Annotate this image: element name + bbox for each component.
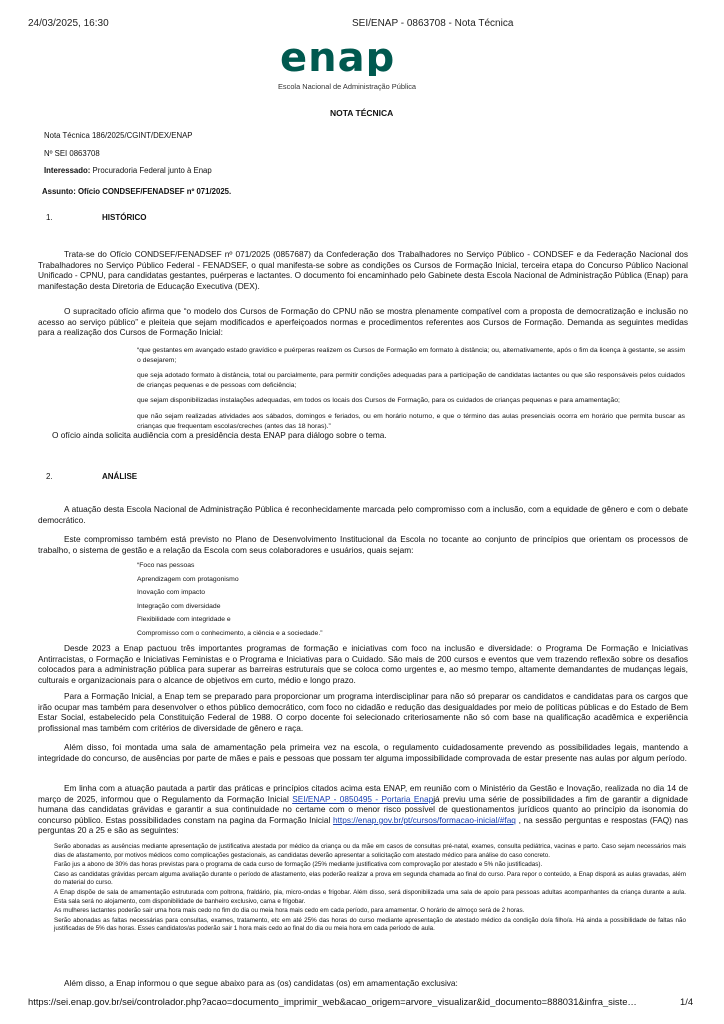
- analise-paragraph-3: Desde 2023 a Enap pactuou três importantes programas de formação e iniciativas com foco na inclusão e diversidade: o Programa De Formação e Iniciativas Antirracistas, o Formação e Iniciativas Feministas e o Programa e Iniciativas para o Cuidado. São mais de 200 cursos e eventos que vem trazendo reflexão sobre os desafios colocados para a administração pública para superar as barreiras estruturais que se coloca como urgentes e, ao mesmo tempo, altamente demandantes de mudanças legais, culturais e organizacionais para o alcance de objetivos em curto, médio e longo prazo.: [38, 643, 688, 685]
- quote-item: que sejam disponibilizadas instalações adequadas, em todos os locais dos Cursos de Formação, para os cuidados de crianças pequenas e para amamentação;: [137, 397, 620, 405]
- historico-p2-block: [38, 306, 688, 338]
- document-title: NOTA TÉCNICA: [330, 108, 394, 118]
- assunto-label: Assunto:: [42, 187, 76, 196]
- enap-logo-wordmark: enap: [280, 40, 396, 76]
- analise-p5-block: [38, 742, 688, 763]
- historico-paragraph-1: Trata-se do Ofício CONDSEF/FENADSEF nº 071/2025 (0857687) da Confederação dos Trabalhadores no Serviço Público - CONDSEF e da Federação Nacional dos Trabalhadores no Serviço Público Federal - FENADSEF, o qual manifesta-se sobre as condições os Cursos de Formação Inicial, terceira etapa do Concurso Público Nacional Unificado - CPNU, para candidatas gestantes, puérperas e lactantes. O documento foi encaminhado pelo Gabinete desta Escola Nacional de Administração Pública (Enap) para manifestação desta Diretoria de Educação Executiva (DEX).: [38, 249, 688, 291]
- p6-text-b: já previu uma série de possibilidades a fim de garantir a dignidade humana das candidatas grávidas e garantir a sua continuidade no certame com o menor risco possível de questionamentos jurídicos quanto ao princípio da isonomia do concurso público. Estas possibilidades constam na pagina da Formação Inicial: [38, 793, 688, 825]
- analise-p7-block: [38, 978, 688, 989]
- historico-paragraph-3: O ofício ainda solicita audiência com a presidência desta ENAP para diálogo sobre o tema.: [52, 430, 387, 440]
- assunto-value: Ofício CONDSEF/FENADSEF nº 071/2025.: [75, 187, 232, 196]
- principio-item: Inovação com impacto: [137, 589, 206, 596]
- interessado-value: Procuradoria Federal junto à Enap: [90, 166, 212, 175]
- principio-item: Aprendizagem com protagonismo: [137, 575, 239, 583]
- section-2-title: ANÁLISE: [102, 472, 138, 481]
- quote-item: que não sejam realizadas atividades aos sábados, domingos e feriados, ou em horário noturno, e que o término das aulas presenciais ocorra em horário que permita buscar as crianças que frequentam escolas/creches (antes das 18 horas).”: [137, 412, 685, 430]
- section-1-title: HISTÓRICO: [102, 213, 147, 222]
- analise-paragraph-4: Para a Formação Inicial, a Enap tem se preparado para proporcionar um programa interdisciplinar para não só preparar os candidatos e candidatas para os cargos que irão ocupar mas também para desenvolver o ethos público democrático, com foco no cidadão e redução das desigualdades por meio de políticas públicas e do Estado de Bem Estar Social, estabelecido pela Constituição Federal de 1988. O corpo docente foi selecionado criteriosamente não só com base na qualificação acadêmica e experiência profissional mas também com critérios de diversidade de gênero e raça.: [38, 691, 688, 733]
- analise-paragraph-1: A atuação desta Escola Nacional de Administração Pública é reconhecidamente marcada pelo compromisso com a inclusão, com a equidade de gênero e com o debate democrático.: [38, 504, 688, 525]
- sei-number: Nº SEI 0863708: [44, 149, 100, 158]
- quote-item: que seja adotado formato à distância, total ou parcialmente, para permitir condições adequadas para a participação de candidatas lactantes ou que são responsáveis pelos cuidados de crianças pequenas e de pessoas com deficiência;: [137, 372, 685, 389]
- faq-item: Serão abonadas as faltas necessárias para consultas, exames, tratamento, etc em até 25% das horas do curso mediante apresentação de atestado médico da condição do/a filho/a. Há ainda a possibilidade de faltas não justificadas de 5% das horas. Esses candidatos/as poderão sair 1 hora mais cedo ao final do dia ou meia hora em cada período de aula.: [54, 916, 686, 933]
- interessado-label: Interessado:: [44, 166, 91, 175]
- analise-paragraph-6: [38, 783, 688, 836]
- enap-logo: [278, 40, 448, 100]
- interessado-line: [44, 165, 212, 176]
- principio-item: Compromisso com o conhecimento, a ciência e a sociedade.”: [137, 629, 323, 637]
- quote-item: “que gestantes em avançado estado gravídico e puérperas realizem os Cursos de Formação em formato à distância; ou, alternativamente, após o fim da licença à gestante, se assim o desejarem;: [137, 347, 685, 364]
- print-doc-title: SEI/ENAP - 0863708 - Nota Técnica: [352, 18, 514, 29]
- faq-item: As mulheres lactantes poderão sair uma hora mais cedo no fim do dia ou meia hora mais cedo em cada período, para amamentar. O horário de almoço será de 2 horas.: [54, 907, 525, 915]
- principios-list: [137, 559, 323, 640]
- nota-number: Nota Técnica 186/2025/CGINT/DEX/ENAP: [44, 131, 193, 140]
- faq-item: Caso as candidatas grávidas percam alguma avaliação durante o período de afastamento, elas poderão realizar a prova em segunda chamada ao final do curso. Para repor o conteúdo, a Enap disporá as aulas gravadas, além do material do curso.: [54, 870, 686, 887]
- enap-logo-mark: [278, 40, 448, 76]
- analise-p6-block: [38, 783, 688, 836]
- print-footer-url: https://sei.enap.gov.br/sei/controlador.php?acao=documento_imprimir_web&acao_origem=arvore_visualizar&id_documento=888031&infra_siste…: [28, 996, 637, 1007]
- p6-text-c: , na sessão perguntas e respostas (FAQ) nas perguntas 20 a 25 e são as seguintes:: [38, 814, 688, 836]
- analise-p2-block: [38, 534, 688, 555]
- historico-quotes: [137, 346, 685, 431]
- enap-logo-subtitle: Escola Nacional de Administração Pública: [278, 82, 417, 91]
- analise-p4-block: [38, 691, 688, 733]
- analise-paragraph-5: Além disso, foi montada uma sala de amamentação pela primeira vez na escola, o regulamento cuidadosamente prevendo as possibilidades legais, mantendo a integridade do concurso, de ausências por parte de mães e pais e pessoas que possam ter alguma impossibilidade comprovada de estar presente nas aulas por algum período.: [38, 742, 688, 763]
- faq-item: Farão jus a abono de 30% das horas previstas para o programa de cada curso de formação (25% mediante justificativa com comprovação por atestado e 5% não justificadas).: [54, 861, 543, 869]
- formacao-inicial-faq-link[interactable]: https://enap.gov.br/pt/cursos/formacao-inicial/#faq: [332, 814, 516, 825]
- historico-p1-block: [38, 249, 688, 291]
- section-2-number: 2.: [46, 472, 53, 481]
- print-datetime: 24/03/2025, 16:30: [28, 18, 109, 29]
- analise-p3-block: [38, 643, 688, 685]
- section-1-number: 1.: [46, 213, 53, 222]
- principio-item: Integração com diversidade: [137, 602, 221, 610]
- historico-p3-block: [52, 430, 702, 441]
- faq-item: Serão abonadas as ausências mediante apresentação de justificativa atestada por médico da criança ou da mãe em casos de consultas pré-natal, exames, consulta pediátrica, vacinas e parto. Caso sejam necessários mais dias de afastamento, por motivos médicos como complicações gestacionais, as candidatas deverão apresentar a solicitação com atestado médico para análise do caso concreto.: [54, 843, 686, 859]
- p6-text-a: Em linha com a atuação pautada a partir das práticas e princípios citados acima esta ENAP, em reunião com o Ministério da Gestão e Inovação, realizada no dia 14 de março de 2025, informou que o Regulamento da Formação Inicial: [38, 783, 688, 804]
- principio-item: Flexibilidade com integridade e: [137, 616, 231, 623]
- print-footer-page: 1/4: [680, 996, 694, 1007]
- assunto-line: [42, 186, 231, 197]
- principio-item: “Foco nas pessoas: [137, 562, 195, 569]
- analise-paragraph-2: Este compromisso também está previsto no Plano de Desenvolvimento Institucional da Escola no tocante ao conjunto de princípios que orientam os processos de trabalho, o sistema de gestão e a relação da Escola com seus colaboradores e usuários, quais sejam:: [38, 534, 688, 555]
- analise-p1-block: [38, 504, 688, 525]
- faq-item: A Enap dispõe de sala de amamentação estruturada com poltrona, fraldário, pia, micro-ondas e frigobar. Além disso, será disponibilizada uma sala de apoio para pessoas adultas acompanhantes da criança durante a aula. Esta sala será no alojamento, com disponibilidade de banheiro exclusivo, cama e frigobar.: [54, 888, 686, 905]
- historico-paragraph-2: O supracitado ofício afirma que “o modelo dos Cursos de Formação do CPNU não se mostra plenamente compatível com a proposta de democratização e inclusão no acesso ao serviço público” e pleiteia que sejam modificados e aperfeiçoados normas e procedimentos referentes aos Cursos de Formação. Demanda as seguintes medidas para a realização dos Cursos de Formação Inicial:: [38, 306, 688, 338]
- analise-paragraph-7: Além disso, a Enap informou o que segue abaixo para as (os) candidatas (os) em amamentação exclusiva:: [64, 978, 458, 988]
- portaria-enap-link[interactable]: SEI/ENAP - 0850495 - Portaria Enap: [292, 793, 434, 804]
- faq-list: [54, 843, 686, 934]
